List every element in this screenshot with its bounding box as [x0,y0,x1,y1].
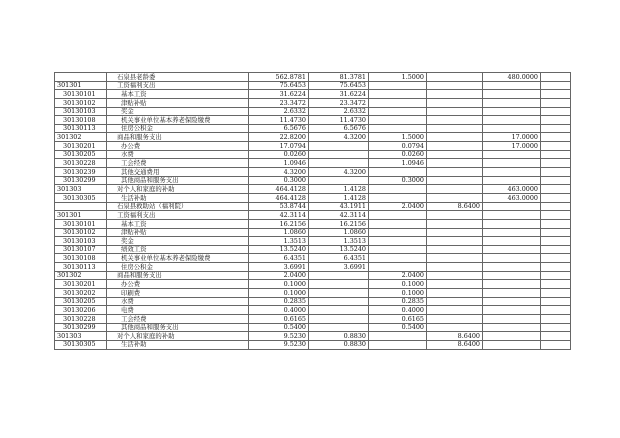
total-cell: 0.0260 [249,150,309,159]
total-cell: 0.2835 [249,297,309,306]
table-row [55,116,571,125]
code-cell: 30130299 [55,176,107,185]
other-cell: 480.0000 [483,73,541,82]
extra-cell [541,228,571,237]
total-cell: 2.0400 [249,271,309,280]
code-cell: 30130305 [55,340,107,349]
fund-cell [427,211,483,220]
total-cell: 0.1000 [249,289,309,298]
code-cell: 301302 [55,271,107,280]
total-cell: 1.0946 [249,159,309,168]
basic-cell: 23.3472 [309,98,369,107]
extra-cell [541,297,571,306]
other-cell [483,289,541,298]
table-row [55,159,571,168]
name-cell: 绩效工资 [107,245,249,254]
other-cell [483,314,541,323]
basic-cell: 42.3114 [309,211,369,220]
other-cell: 463.0000 [483,185,541,194]
extra-cell [541,133,571,142]
total-cell: 13.5240 [249,245,309,254]
project-cell: 1.5000 [369,133,427,142]
basic-cell [309,271,369,280]
name-cell: 津贴补贴 [107,98,249,107]
total-cell: 16.2156 [249,219,309,228]
table-row [55,150,571,159]
name-cell: 生活补助 [107,193,249,202]
name-cell: 生活补助 [107,340,249,349]
basic-cell: 31.6224 [309,90,369,99]
basic-cell: 16.2156 [309,219,369,228]
other-cell: 17.0000 [483,142,541,151]
code-cell: 30130108 [55,254,107,263]
table-row [55,211,571,220]
total-cell: 0.3000 [249,176,309,185]
basic-cell: 4.3200 [309,168,369,177]
code-cell: 301303 [55,185,107,194]
table-row [55,340,571,349]
project-cell: 0.4000 [369,306,427,315]
fund-cell [427,98,483,107]
basic-cell: 1.4128 [309,193,369,202]
fund-cell [427,73,483,82]
table-row [55,185,571,194]
other-cell [483,90,541,99]
other-cell [483,271,541,280]
code-cell: 301302 [55,133,107,142]
table-row [55,289,571,298]
code-cell: 301303 [55,332,107,341]
extra-cell [541,124,571,133]
code-cell: 30130205 [55,297,107,306]
code-cell: 30130228 [55,314,107,323]
extra-cell [541,81,571,90]
fund-cell [427,116,483,125]
other-cell [483,245,541,254]
fund-cell [427,314,483,323]
project-cell: 1.0946 [369,159,427,168]
other-cell [483,219,541,228]
name-cell: 住房公积金 [107,263,249,272]
extra-cell [541,289,571,298]
extra-cell [541,193,571,202]
fund-cell [427,168,483,177]
code-cell: 30130103 [55,237,107,246]
fund-cell: 8.6400 [427,202,483,211]
table-row [55,280,571,289]
basic-cell: 1.4128 [309,185,369,194]
other-cell [483,254,541,263]
extra-cell [541,168,571,177]
fund-cell [427,280,483,289]
fund-cell [427,323,483,332]
project-cell [369,340,427,349]
extra-cell [541,211,571,220]
extra-cell [541,107,571,116]
table-row [55,133,571,142]
table-row [55,297,571,306]
code-cell: 301301 [55,81,107,90]
code-cell: 301301 [55,211,107,220]
project-cell: 0.0794 [369,142,427,151]
code-cell: 30130202 [55,289,107,298]
project-cell [369,90,427,99]
fund-cell [427,124,483,133]
fund-cell [427,150,483,159]
extra-cell [541,98,571,107]
total-cell: 11.4730 [249,116,309,125]
total-cell: 6.5676 [249,124,309,133]
other-cell [483,116,541,125]
table-row [55,228,571,237]
name-cell: 石泉县老龄委 [107,73,249,82]
code-cell: 30130102 [55,228,107,237]
fund-cell: 8.6400 [427,332,483,341]
project-cell [369,185,427,194]
other-cell [483,306,541,315]
table-row [55,98,571,107]
fund-cell [427,185,483,194]
table-row [55,124,571,133]
fund-cell [427,107,483,116]
other-cell [483,176,541,185]
table-row [55,73,571,82]
project-cell [369,107,427,116]
code-cell: 30130305 [55,193,107,202]
table-row [55,323,571,332]
project-cell [369,332,427,341]
fund-cell [427,159,483,168]
name-cell: 办公费 [107,280,249,289]
other-cell [483,297,541,306]
code-cell: 30130101 [55,90,107,99]
code-cell: 30130113 [55,124,107,133]
table-row [55,81,571,90]
table-row [55,193,571,202]
extra-cell [541,280,571,289]
project-cell [369,263,427,272]
table-row [55,245,571,254]
total-cell: 9.5230 [249,332,309,341]
name-cell: 基本工资 [107,219,249,228]
fund-cell [427,245,483,254]
project-cell: 0.0260 [369,150,427,159]
fund-cell [427,228,483,237]
other-cell [483,237,541,246]
code-cell: 30130108 [55,116,107,125]
total-cell: 1.0860 [249,228,309,237]
total-cell: 53.8744 [249,202,309,211]
basic-cell [309,159,369,168]
name-cell: 工资福利支出 [107,211,249,220]
total-cell: 0.5400 [249,323,309,332]
total-cell: 9.5230 [249,340,309,349]
other-cell [483,159,541,168]
total-cell: 17.0794 [249,142,309,151]
code-cell: 30130239 [55,168,107,177]
fund-cell: 8.6400 [427,340,483,349]
project-cell [369,98,427,107]
name-cell: 电费 [107,306,249,315]
extra-cell [541,306,571,315]
extra-cell [541,116,571,125]
total-cell: 3.6991 [249,263,309,272]
total-cell: 4.3200 [249,168,309,177]
basic-cell [309,289,369,298]
name-cell: 印刷费 [107,289,249,298]
fund-cell [427,81,483,90]
project-cell [369,124,427,133]
project-cell [369,81,427,90]
project-cell [369,168,427,177]
name-cell: 办公费 [107,142,249,151]
table-row [55,168,571,177]
other-cell [483,340,541,349]
basic-cell: 6.5676 [309,124,369,133]
extra-cell [541,332,571,341]
table-row [55,332,571,341]
table-row [55,142,571,151]
basic-cell: 0.8830 [309,332,369,341]
total-cell: 464.4128 [249,193,309,202]
name-cell: 机关事业单位基本养老保险缴费 [107,116,249,125]
code-cell [55,73,107,82]
table-row [55,237,571,246]
extra-cell [541,263,571,272]
total-cell: 23.3472 [249,98,309,107]
code-cell [55,202,107,211]
table-row [55,254,571,263]
basic-cell [309,280,369,289]
other-cell [483,81,541,90]
total-cell: 42.3114 [249,211,309,220]
extra-cell [541,185,571,194]
other-cell [483,263,541,272]
name-cell: 其他商品和服务支出 [107,176,249,185]
project-cell: 2.0400 [369,271,427,280]
extra-cell [541,219,571,228]
code-cell: 30130228 [55,159,107,168]
code-cell: 30130201 [55,280,107,289]
other-cell [483,168,541,177]
basic-cell: 6.4351 [309,254,369,263]
basic-cell: 81.3781 [309,73,369,82]
name-cell: 住房公积金 [107,124,249,133]
basic-cell [309,150,369,159]
extra-cell [541,90,571,99]
project-cell: 0.1000 [369,289,427,298]
total-cell: 464.4128 [249,185,309,194]
fund-cell [427,133,483,142]
extra-cell [541,254,571,263]
project-cell [369,237,427,246]
table-row [55,263,571,272]
code-cell: 30130107 [55,245,107,254]
other-cell [483,332,541,341]
project-cell [369,193,427,202]
extra-cell [541,340,571,349]
basic-cell: 75.6453 [309,81,369,90]
table-row [55,314,571,323]
basic-cell: 1.0860 [309,228,369,237]
project-cell [369,116,427,125]
other-cell [483,228,541,237]
fund-cell [427,289,483,298]
name-cell: 工资福利支出 [107,81,249,90]
project-cell [369,219,427,228]
fund-cell [427,193,483,202]
table-row [55,90,571,99]
total-cell: 1.3513 [249,237,309,246]
name-cell: 基本工资 [107,90,249,99]
table-row [55,202,571,211]
total-cell: 0.6165 [249,314,309,323]
project-cell [369,228,427,237]
name-cell: 水费 [107,297,249,306]
extra-cell [541,176,571,185]
project-cell: 2.0400 [369,202,427,211]
extra-cell [541,73,571,82]
basic-cell [309,323,369,332]
name-cell: 商品和服务支出 [107,271,249,280]
total-cell: 75.6453 [249,81,309,90]
fund-cell [427,219,483,228]
project-cell: 0.2835 [369,297,427,306]
total-cell: 6.4351 [249,254,309,263]
table-row [55,176,571,185]
basic-cell [309,142,369,151]
code-cell: 30130206 [55,306,107,315]
other-cell [483,124,541,133]
extra-cell [541,159,571,168]
basic-cell [309,314,369,323]
basic-cell: 3.6991 [309,263,369,272]
basic-cell [309,297,369,306]
fund-cell [427,297,483,306]
other-cell [483,202,541,211]
total-cell: 562.8781 [249,73,309,82]
fund-cell [427,271,483,280]
total-cell: 2.6332 [249,107,309,116]
name-cell: 奖金 [107,107,249,116]
table-row [55,219,571,228]
project-cell: 0.1000 [369,280,427,289]
basic-cell: 43.1911 [309,202,369,211]
basic-cell: 1.3513 [309,237,369,246]
code-cell: 30130201 [55,142,107,151]
total-cell: 22.8200 [249,133,309,142]
project-cell [369,245,427,254]
project-cell: 0.5400 [369,323,427,332]
table-row [55,107,571,116]
name-cell: 商品和服务支出 [107,133,249,142]
code-cell: 30130299 [55,323,107,332]
extra-cell [541,142,571,151]
fund-cell [427,306,483,315]
basic-cell: 11.4730 [309,116,369,125]
other-cell [483,280,541,289]
other-cell [483,211,541,220]
name-cell: 石泉县救助站（福利院） [107,202,249,211]
project-cell [369,211,427,220]
code-cell: 30130101 [55,219,107,228]
table-row [55,271,571,280]
fund-cell [427,254,483,263]
basic-cell: 2.6332 [309,107,369,116]
other-cell: 463.0000 [483,193,541,202]
budget-table [54,72,571,350]
other-cell [483,323,541,332]
total-cell: 31.6224 [249,90,309,99]
name-cell: 工会经费 [107,159,249,168]
extra-cell [541,314,571,323]
name-cell: 工会经费 [107,314,249,323]
name-cell: 其他交通费用 [107,168,249,177]
other-cell [483,107,541,116]
project-cell: 0.3000 [369,176,427,185]
code-cell: 30130113 [55,263,107,272]
extra-cell [541,150,571,159]
extra-cell [541,202,571,211]
extra-cell [541,323,571,332]
code-cell: 30130102 [55,98,107,107]
extra-cell [541,271,571,280]
other-cell: 17.0000 [483,133,541,142]
code-cell: 30130205 [55,150,107,159]
name-cell: 奖金 [107,237,249,246]
fund-cell [427,237,483,246]
name-cell: 机关事业单位基本养老保险缴费 [107,254,249,263]
project-cell: 1.5000 [369,73,427,82]
basic-cell: 4.3200 [309,133,369,142]
basic-cell [309,306,369,315]
total-cell: 0.4000 [249,306,309,315]
name-cell: 对个人和家庭的补助 [107,185,249,194]
extra-cell [541,237,571,246]
basic-cell: 13.5240 [309,245,369,254]
name-cell: 水费 [107,150,249,159]
fund-cell [427,142,483,151]
other-cell [483,98,541,107]
extra-cell [541,245,571,254]
other-cell [483,150,541,159]
name-cell: 津贴补贴 [107,228,249,237]
basic-cell [309,176,369,185]
name-cell: 其他商品和服务支出 [107,323,249,332]
total-cell: 0.1000 [249,280,309,289]
fund-cell [427,263,483,272]
fund-cell [427,90,483,99]
code-cell: 30130103 [55,107,107,116]
project-cell: 0.6165 [369,314,427,323]
basic-cell: 0.8830 [309,340,369,349]
project-cell [369,254,427,263]
table-row [55,306,571,315]
name-cell: 对个人和家庭的补助 [107,332,249,341]
fund-cell [427,176,483,185]
